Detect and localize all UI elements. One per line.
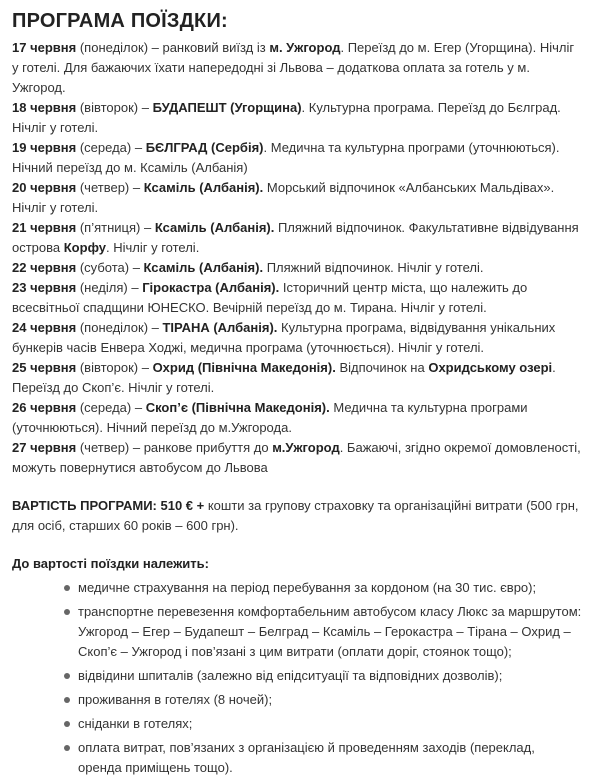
day-date: 20 червня <box>12 180 77 195</box>
day-weekday: (субота) – <box>76 260 144 275</box>
includes-list <box>12 578 582 778</box>
itinerary-day <box>12 258 582 278</box>
day-destination: Ксаміль (Албанія). <box>143 180 264 195</box>
day-date: 25 червня <box>12 360 77 375</box>
program-price <box>12 496 582 536</box>
day-destination: БУДАПЕШТ (Угорщина) <box>152 100 302 115</box>
day-description: Відпочинок на <box>335 360 429 375</box>
day-weekday: (п’ятниця) – <box>76 220 155 235</box>
itinerary-day <box>12 358 582 398</box>
price-label: ВАРТІСТЬ ПРОГРАМИ: 510 € + <box>12 498 205 513</box>
day-destination: м. Ужгород <box>269 40 341 55</box>
day-destination: ТІРАНА (Албанія). <box>162 320 278 335</box>
day-description: . Переїзд до м. Егер (Угорщина). Нічліг у готелі. Для бажаючих їхати напередодні зі Львова – додаткова оплата за готель у м. Ужгород. <box>12 40 575 95</box>
day-weekday: (понеділок) – <box>76 320 163 335</box>
list-item: сніданки в готелях; <box>64 714 582 734</box>
itinerary-day <box>12 218 582 258</box>
day-weekday: (понеділок) – ранковий виїзд із <box>76 40 270 55</box>
day-weekday: (середа) – <box>76 400 146 415</box>
itinerary-day <box>12 318 582 358</box>
day-destination: Охрид (Північна Македонія). <box>152 360 336 375</box>
day-weekday: (вівторок) – <box>76 360 153 375</box>
day-destination: м.Ужгород <box>272 440 340 455</box>
list-item: відвідини шпиталів (залежно від епідситуації та відповідних дозволів); <box>64 666 582 686</box>
list-item: медичне страхування на період перебування за кордоном (на 30 тис. євро); <box>64 578 582 598</box>
day-destination: БЄЛГРАД (Сербія) <box>145 140 264 155</box>
day-description: . Медична та культурна програми (уточнюються). Нічний переїзд до м. Ксаміль (Албанія) <box>12 140 560 175</box>
day-destination: Ксаміль (Албанія). <box>154 220 275 235</box>
day-description-end: . Переїзд до Скоп’є. Нічліг у готелі. <box>12 360 556 395</box>
day-destination: Ксаміль (Албанія). <box>143 260 264 275</box>
day-date: 19 червня <box>12 140 77 155</box>
day-description-end: . Нічліг у готелі. <box>106 240 200 255</box>
day-description: Пляжний відпочинок. Факультативне відвідування острова <box>12 220 579 255</box>
day-date: 23 червня <box>12 280 77 295</box>
day-date: 17 червня <box>12 40 77 55</box>
day-description: Історичний центр міста, що належить до всесвітньої спадщини ЮНЕСКО. Вечірній переїзд до м. Тирана. Нічліг у готелі. <box>12 280 528 315</box>
itinerary-day <box>12 398 582 438</box>
price-details: кошти за групову страховку та організаційні витрати (500 грн, для осіб, старших 60 років – 600 грн). <box>12 498 579 533</box>
day-weekday: (четвер) – ранкове прибуття до <box>76 440 273 455</box>
page-title: ПРОГРАМА ПОЇЗДКИ: <box>12 10 228 32</box>
itinerary-day <box>12 38 582 98</box>
day-highlight: Корфу <box>63 240 106 255</box>
day-date: 27 червня <box>12 440 77 455</box>
day-weekday: (вівторок) – <box>76 100 153 115</box>
day-description: . Культурна програма. Переїзд до Бєлград. Нічліг у готелі. <box>12 100 561 135</box>
day-highlight: Охридському озері <box>428 360 553 375</box>
day-description: Пляжний відпочинок. Нічліг у готелі. <box>263 260 484 275</box>
day-weekday: (четвер) – <box>76 180 144 195</box>
itinerary-day <box>12 438 582 478</box>
day-description: Культурна програма, відвідування унікальних бункерів часів Енвера Ходжі, медична програма (уточнюється). Нічліг у готелі. <box>12 320 556 355</box>
list-item: проживання в готелях (8 ночей); <box>64 690 582 710</box>
day-weekday: (неділя) – <box>76 280 143 295</box>
itinerary-day <box>12 178 582 218</box>
day-date: 26 червня <box>12 400 77 415</box>
itinerary-day <box>12 98 582 138</box>
day-date: 18 червня <box>12 100 77 115</box>
day-destination: Гірокастра (Албанія). <box>142 280 280 295</box>
list-item: транспортне перевезення комфортабельним автобусом класу Люкс за маршрутом: Ужгород – Егер – Будапешт – Белград – Ксаміль – Герокастра – Тірана – Охрид – Скоп’є – Ужгород і пов’язані з цим витрати (оплати доріг, стоянок тощо); <box>64 602 582 662</box>
day-destination: Скоп’є (Північна Македонія). <box>145 400 330 415</box>
day-weekday: (середа) – <box>76 140 146 155</box>
day-date: 22 червня <box>12 260 77 275</box>
day-date: 24 червня <box>12 320 77 335</box>
includes-title: До вартості поїздки належить: <box>12 556 209 571</box>
list-item: оплата витрат, пов’язаних з організацією й проведенням заходів (переклад, оренда приміщень тощо). <box>64 738 582 778</box>
day-description: Морський відпочинок «Албанських Мальдівах». Нічліг у готелі. <box>12 180 555 215</box>
itinerary-day <box>12 138 582 178</box>
itinerary <box>12 38 582 478</box>
day-description: . Бажаючі, згідно окремої домовленості, можуть повернутися автобусом до Львова <box>12 440 581 475</box>
itinerary-day <box>12 278 582 318</box>
day-description: Медична та культурна програми (уточнюються). Нічний переїзд до м.Ужгорода. <box>12 400 528 435</box>
day-date: 21 червня <box>12 220 77 235</box>
